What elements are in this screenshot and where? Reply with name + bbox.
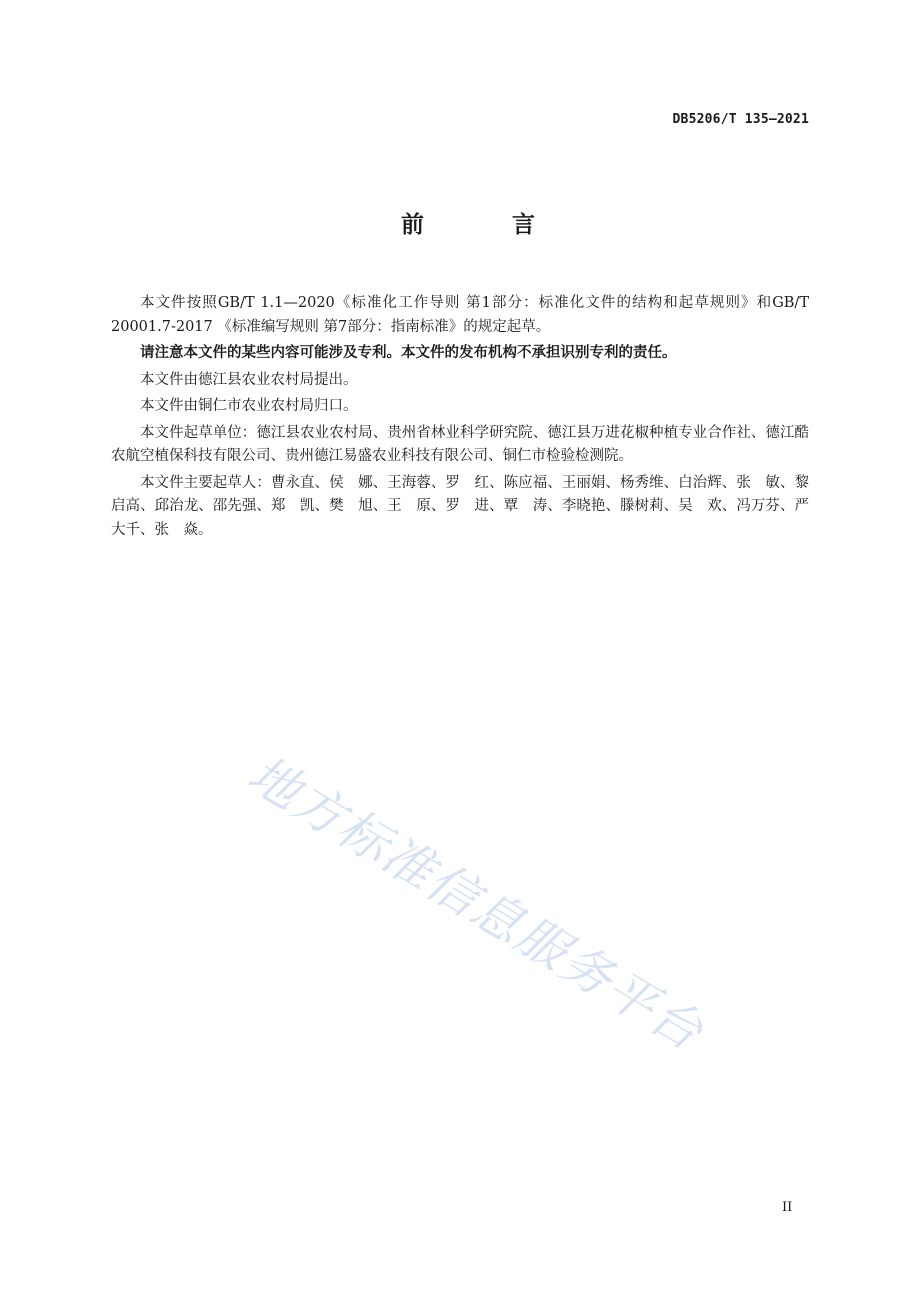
paragraph-proposer: 本文件由德江县农业农村局提出。 [140, 371, 358, 388]
paragraph-centralized-unit: 本文件由铜仁市农业农村局归口。 [140, 398, 358, 414]
paragraph-drafting-units: 本文件起草单位：德江县农业农村局、贵州省林业科学研究院、德江县万进花椒种植专业合作社、德江酷农航空植保科技有限公司、贵州德江易盛农业科技有限公司、铜仁市检验检测院。 [111, 424, 809, 464]
watermark: 地方标准信息服务平台 [238, 744, 714, 1063]
paragraph-drafters: 本文件主要起草人：曹永直、侯 娜、王海蓉、罗 红、陈应福、王丽娟、杨秀维、白治辉、张 敏、黎启高、邱治龙、邵先强、郑 凯、樊 旭、王 原、罗 进、覃 涛、李晓艳、滕树莉、吴 欢、冯万芬、严大千、张 焱。 [111, 474, 809, 538]
page-number: II [782, 1200, 793, 1215]
page-title: 前 言 [400, 212, 575, 238]
paragraph-patent-notice: 请注意本文件的某些内容可能涉及专利。本文件的发布机构不承担识别专利的责任。 [140, 345, 677, 361]
document-code: DB5206/T 135—2021 [672, 112, 809, 127]
foreword-body [111, 292, 809, 545]
paragraph-drafting-basis: 本文件按照GB/T 1.1—2020《标准化工作导则 第1部分：标准化文件的结构和起草规则》和GB/T 20001.7-2017 《标准编写规则 第7部分：指南标准》的规定起草。 [111, 295, 809, 335]
